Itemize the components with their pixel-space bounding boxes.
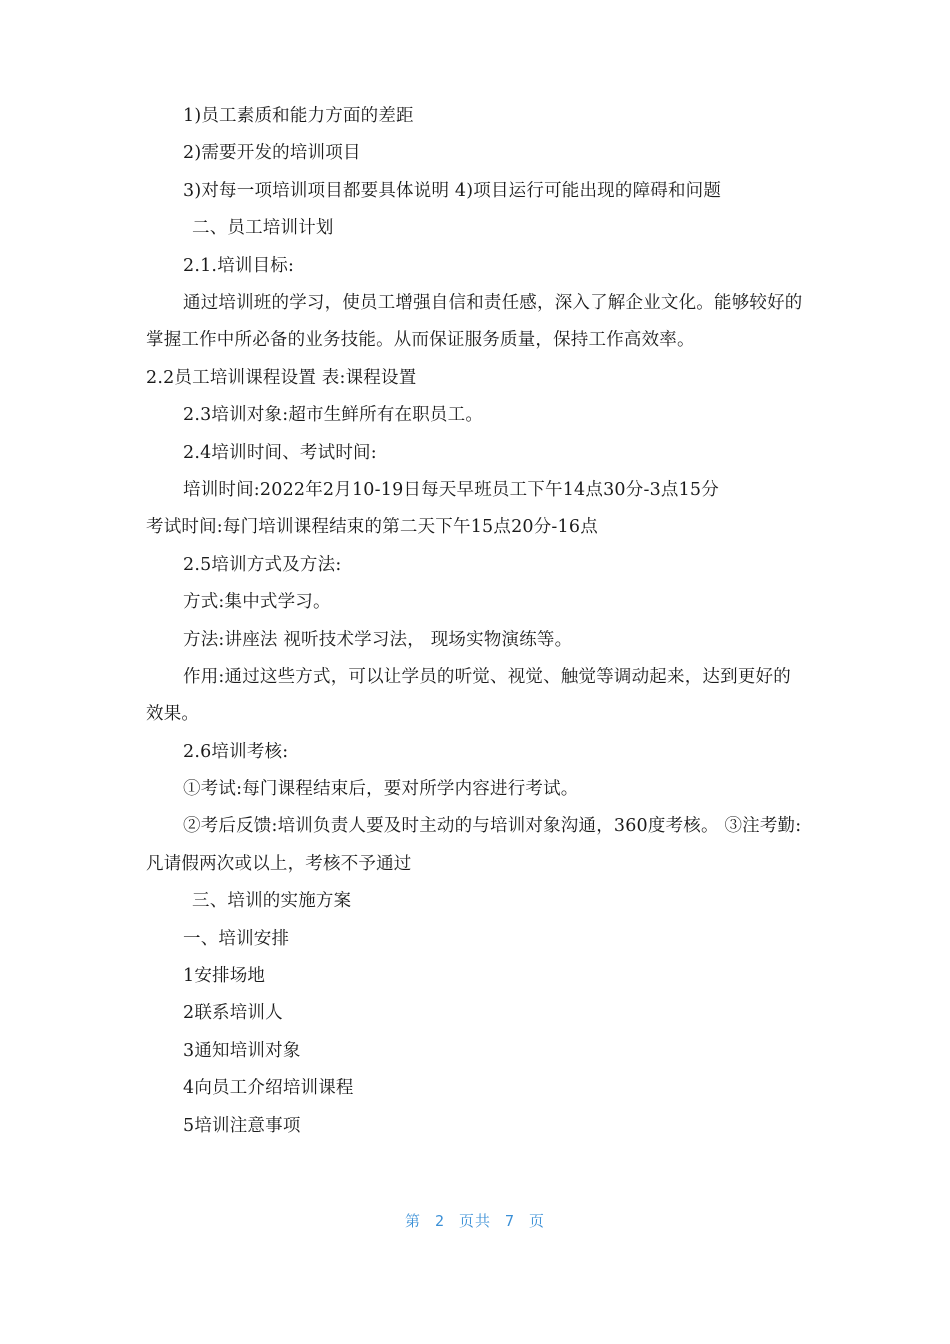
text-line: 1)员工素质和能力方面的差距 [183,106,414,126]
text-line: 2.2员工培训课程设置 表:课程设置 [146,367,417,388]
text-line: 考试时间:每门培训课程结束的第二天下午15点20分-16点 [146,517,598,538]
page-footer [0,1210,950,1231]
text-line: 培训时间:2022年2月10-19日每天早班员工下午14点30分-3点15分 [183,479,719,500]
list-item: 2联系培训人 [183,1003,283,1024]
footer-middle: 页共 [458,1212,491,1230]
paragraph: 作用:通过这些方式，可以让学员的听觉、视觉、触觉等调动起来，达到更好的效果。 [146,666,791,725]
footer-suffix: 页 [529,1212,546,1230]
text-line: 2.1.培训目标: [183,255,295,276]
footer-current-page: 2 [434,1212,445,1230]
text-line: 2.4培训时间、考试时间: [183,442,377,463]
text-line: 一、培训安排 [183,928,290,949]
section-heading: 三、培训的实施方案 [192,891,352,912]
paragraph: 通过培训班的学习，使员工增强自信和责任感，深入了解企业文化。能够较好的掌握工作中所必备的业务技能。从而保证服务质量，保持工作高效率。 [146,292,803,351]
text-line: 3)对每一项培训项目都要具体说明 4)项目运行可能出现的障碍和问题 [183,180,722,201]
text-line: 方式:集中式学习。 [183,592,331,613]
text-line: 2.5培训方式及方法: [183,554,342,575]
footer-prefix: 第 [404,1212,421,1230]
section-heading: 二、员工培训计划 [192,218,334,239]
text-line: ①考试:每门课程结束后，要对所学内容进行考试。 [183,779,579,800]
text-line: 2.3培训对象:超市生鲜所有在职员工。 [183,405,484,426]
text-line: 2.6培训考核: [183,741,289,762]
text-line: 2)需要开发的培训项目 [183,143,361,164]
list-item: 3通知培训对象 [183,1040,301,1061]
footer-total-pages: 7 [505,1212,516,1230]
paragraph: ②考后反馈:培训负责人要及时主动的与培训对象沟通，360度考核。 ③注考勤:凡请假两次或以上，考核不予通过 [146,816,802,874]
document-body [146,98,806,1145]
text-line: 方法:讲座法 视听技术学习法， 现场实物演练等。 [183,629,573,650]
list-item: 1安排场地 [183,966,266,987]
list-item: 4向员工介绍培训课程 [183,1078,354,1099]
list-item: 5培训注意事项 [183,1115,301,1136]
